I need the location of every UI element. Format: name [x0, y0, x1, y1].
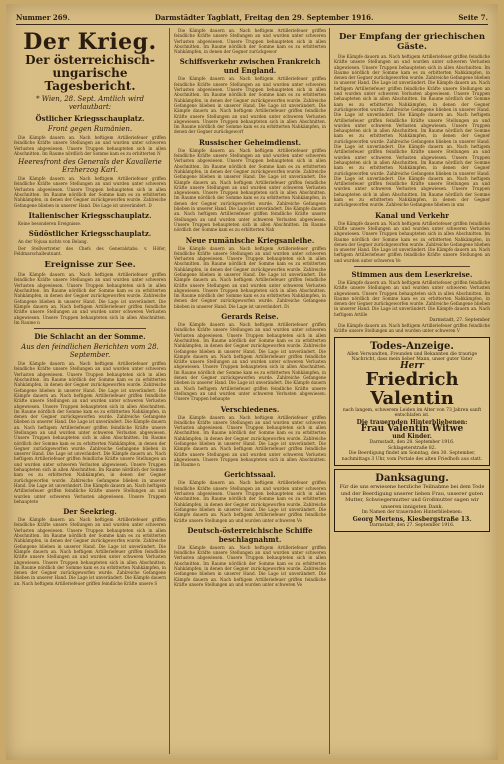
article-text: Die Kämpfe dauern an. Nach heftigem Artilleriefeuer griffen feindliche Kräfte unsere Stellungen an und wurden unter schweren V	[334, 323, 490, 334]
heading-shipping: Schiffsverkehr zwischen Frankreich und England.	[179, 57, 321, 76]
article-text: Die Kämpfe dauern an. Nach heftigem Artilleriefeuer griffen feindliche Kräfte unsere Stellungen an und wurden unter schweren Verlusten abgewiesen. Unsere Truppen behaupteten sich in allen Abschnitten. Im Raume nördlich der Somme kam es zu erbitterten Nahkämpfen, in denen der Gegner zurückgeworfen wurde. Zahlreiche Gefangene blieben in unserer Hand. Die Lage ist unverändert. Die Kämpfe dauern an. Nach heftigem Artilleriefeuer griffen feindliche Kräfte unsere Stellungen an und wurden unter schweren Verlusten abgewiesen. Unsere Truppen behaupteten sich in allen Abschnitten. Im Raume nördlich der Somme kam es zu erbitterten Nahkämpfen, in denen der Gegner zurückgeworfen wurde. Zahlreiche Gefangene blieben in unserer Hand. Die Lage ist unverändert. Die Kämpfe dauern an. Nach heftigem Artilleriefeuer griffen feindliche Kräfte unsere Stellungen an und wurden unter schweren Verlusten abgewiesen. Unsere Truppen behaupteten sich in allen Abschnitten. Im Raume nördlich der Somme kam es zu erbitterten Nah	[174, 147, 326, 233]
heading-somme: Die Schlacht an der Somme.	[34, 332, 146, 342]
heading-romania: Front gegen Rumänien.	[47, 125, 133, 133]
thanks-family: Im Namen der trauernden Hinterbliebenen:	[361, 510, 463, 516]
children-line: und Kinder.	[392, 433, 432, 441]
article-text: Die Kämpfe dauern an. Nach heftigem Artilleriefeuer griffen feindliche Kräfte unsere Stellungen an und wurden unter schweren Verlusten abgewiesen. Unsere Truppen behaupteten sich in allen Abschnitten. Im Raume nördlich der Somme kam es zu erbitterten Nahkämpfen, in denen der Gegner zurückgewor	[174, 28, 326, 55]
article-text: Die Kämpfe dauern an. Nach heftigem Artilleriefeuer griffen feindliche Kräfte unsere Stellungen an und wurden unter schweren Verlusten abgewiesen. Unsere Truppen behaupteten sich in allen Abschnitten. Im Raume nördlich der Somme kam es zu erbitterten Nahkämpfen, in denen der Gegner zurückgeworfen wurde. Zahlreiche Gefangene blieben in unserer Hand. Die Lage ist unverändert. Die Kämpfe dauern an. Nach heftigem Artilleriefeuer griffen feindliche Kräfte unsere Stellungen an und wurden unter schweren Verlusten abgewiesen. Unsere Truppen behaupteten sich in allen Abschnitten. Im Raume nördlich der Somme kam es zu erbitterten Nahkämpfen, in denen der Gegner zurückgeworf	[174, 76, 326, 135]
heading-sea: Ereignisse zur See.	[44, 260, 136, 271]
article-text: Die Kämpfe dauern an. Nach heftigem Artilleriefeuer griffen feindliche Kräfte unsere Stellungen an und wurden unter schweren Verlusten abgewiesen. Unsere Truppen behaupteten sich in allen Abschnitten. Im Raume nördlich der Somme kam es zu erbitterten Nahkämpfen, in denen der Gegner zurückgeworfen wurde. Zahlreiche Gefangene blieben in unserer Hand. Die Lage ist unverändert. Die Kämpfe dauern an. Nach heftigem Artilleriefeuer griffen feindliche Kräfte unsere Stellungen an und wurden unter schweren Verlusten abgewiesen. Unsere Truppen behaupteten sich in allen Abschnitten. Im Raume n	[174, 414, 326, 468]
article-text: Die Kämpfe dauern an. Nach heftigem Artilleriefeuer griffen feindliche Kräfte unsere Stellungen an und wurden unter schweren Verlusten abgewiesen. Unsere Truppen behaupteten sich in allen Abschnitten. Im Raume nördlich der Somme kam es zu erbitterten Nahkämpfen, in denen der Gegner zurückgeworfen wurde. Zahlreiche Gefangene blieben in unserer Hand. Die Lage ist unverändert. Die Kämpfe dauern an. Nach heftigem Artilleriefeuer griffen feindliche Kräfte unsere Stellungen an und wurden unter schweren Ve	[174, 480, 326, 523]
section-title: Der Krieg.	[23, 29, 157, 55]
notice-address: Schlageterstraße 82.	[388, 445, 436, 451]
divider	[354, 266, 470, 267]
heading-gerard: Gerards Reise.	[221, 312, 279, 322]
thanks-signer: Georg Mertens, Kiesbergstraße 13.	[352, 515, 472, 523]
article-text: Die Kämpfe dauern an. Nach heftigem Artilleriefeuer griffen feindliche Kräfte unsere Stellungen an und wurden unter schweren Verlusten abgewiesen. Unsere Truppen behaupteten sich in allen Abschnitten. Im Raume nördlich der Somme kam es zu erbitterten Nahkämpfen, in denen der Gegner zurückgeworfen wurde. Zahlreiche Gefangene blieben in unserer Hand. Die Lage ist unverändert. Die Kämpfe dauern an. Nach heftigem Artilleriefeuer griffen feindliche Kräfte unsere Stellungen an und wurden unter schweren Ve	[334, 220, 490, 263]
death-notice-body: nach langem, schwerem Leiden im Alter von 73 Jahren sanft entschlafen ist.	[342, 407, 482, 419]
article-text: Die Kämpfe dauern an. Nach heftigem Artilleriefeuer griffen feindliche Kräfte unsere Stellungen an und wurden unter schweren Verlusten abgewiesen. Unsere Truppen behaupteten sich in allen Abschnitten. Im Raume nördlich der Somme kam es zu erbitterten Nahkämpfen, in denen der Gegner zurückgeworfen wurde. Zahlreiche Gefangene blieben in unserer Hand. Die Lage ist unverändert. Die Kämpfe dauern an. Nach heftigem Artilleriefeuer griffen feindliche Kräfte unsere Stellungen an und wurden unter schweren Verlusten abgewiesen. Unsere Truppen behaupteten sich in allen Abschnitten. Im Raume nördlich der Somme kam es zu erbitterten Nahkämpfen, in denen der Gegner zurückgeworfen wurde. Zahlreiche Gefangene blieben in unserer Hand. Die Lage ist unverändert. Di	[174, 245, 326, 309]
heading-ships-seized: Deutsch-österreichische Schiffe beschlagnahmt.	[187, 525, 313, 544]
heading-naval-war: Der Seekrieg.	[63, 507, 117, 517]
widow-name: Frau Valentin Witwe	[360, 424, 464, 435]
thanks-title: Danksagung.	[375, 473, 449, 485]
columns	[14, 28, 490, 754]
heading-east: Östlicher Kriegsschauplatz.	[35, 114, 145, 123]
heading-misc: Verschiedenes.	[220, 404, 280, 414]
article-text: Die Kämpfe dauern an. Nach heftigem Artilleriefeuer griffen feindliche Kräfte unsere Stellungen an und wurden unter schweren Verlusten abgewiesen. Unsere Truppen behaupteten sich in allen Abschnitten. Im Raume nördlich der Somme kam es zu erbitterten Nahkämpfen, in denen der Gegner zurückgeworfen wurde. Zahlreiche Gefangene blieben in unserer Hand. Die Lage ist unverändert. Die Kämpfe dauern an. Nach heftigem Artilleriefeuer griffen feindliche Kräfte unsere Stellungen an und wurden unter schweren Verlusten abgewiesen. Unsere Truppen behaupteten sich in allen Abschnitten. Im Raume nördlich der Somme kam es zu erbitterten Nahkämpfen, in denen der Gegner zurückgeworfen wurde. Zahlreiche Gefangene blieben in unserer Hand. Die Lage ist unverändert. Die Kämpfe dauern an. Nach heftigem Artilleriefeuer griffen feindliche Kräfte unsere Stellungen an und wurden unter schweren Verlusten abgewiesen. Unsere Truppen behaupte	[174, 322, 326, 402]
article-text: Die Kämpfe dauern an. Nach heftigem Artilleriefeuer griffen feindliche Kräfte unsere Stellungen an und wurden unter schweren Verlusten abgewiesen. Unsere Truppen behaupteten sich in allen Abschnitten. Im Raume nördlich der Somme kam es zu erbitterten N	[14, 135, 166, 156]
article-text: Die Kämpfe dauern an. Nach heftigem Artilleriefeuer griffen feindliche Kräfte unsere Stellungen an und wurden unter schweren Verlusten abgewiesen. Unsere Truppen behaupteten sich in allen Abschnitten. Im Raume nördlich der Somme kam es zu erbitterten Nahkämpfen, in denen der Gegner zurückgeworfen wurde. Zahlreiche Gefangene blieben in unserer Hand. Die Lage ist unverändert. Die Kämpfe dauern an. Nach heftigem Artilleriefeuer griffen feindliche Kräfte unsere Stellungen an und wurden unter schweren Verlusten abgewiesen. Unsere Truppen behaupteten sich in allen Abschnitten. Im Raume nördlich der Somme kam es zu erbitterten Nahkämpfen, in denen der Gegner zurückgeworfen wurde. Zahlreiche Gefangene blieben in unserer Hand. Die Lage ist unverändert. Die Kämpfe dauern an. Nach heftigem Artilleriefeuer griffen feindliche Kräfte unsere S	[14, 517, 166, 586]
issue-number: Nummer 269.	[16, 12, 70, 22]
column-rule	[329, 28, 330, 754]
newspaper-page	[6, 4, 498, 760]
divider	[34, 328, 146, 329]
thanks-notice	[334, 469, 490, 532]
page-number: Seite 7.	[458, 12, 488, 22]
heading-court: Gerichtssaal.	[224, 470, 276, 480]
death-notice-title: Todes-Anzeige.	[370, 340, 454, 352]
death-notice	[334, 337, 490, 467]
heading-russian-intel: Russischer Geheimdienst.	[198, 137, 302, 147]
page-header	[16, 10, 488, 25]
column-1	[14, 28, 166, 754]
deceased-name: Friedrich Valentin	[365, 368, 459, 409]
death-notice-lead: Allen Verwandten, Freunden und Bekannten die traurige Nachricht, dass mein lieber Mann, unser guter Vater	[346, 351, 478, 363]
mourners-heading: Die trauernden Hinterbliebenen:	[356, 419, 468, 427]
death-notice-honorific: Herr	[400, 360, 424, 371]
heading-greek-guests: Der Empfang der griechischen Gäste.	[338, 32, 486, 52]
heading-italy: Italienischer Kriegsschauplatz.	[28, 210, 152, 220]
article-text: Die Kämpfe dauern an. Nach heftigem Artilleriefeuer griffen feindliche Kräfte unsere Stellungen an und wurden unter schweren Verlusten abgewiesen. Unsere Truppen behaupteten sich in allen Abschnitten. Im Raume nördlich der Somme kam es zu erbitterten Nahkämpfen, in denen der Gegner zurückgeworfen wurde. Zahlreiche Gefangene blieben in unserer Hand. Die Lage ist unverändert. Die Kämpfe dauern an. Nach heftigem Artilleriefeuer griffen feindliche Kräfte unsere Stellungen an und wurden unter schweren Verlusten abgewiesen. Unsere Truppen behaupteten sich in allen Abschnitten. Im Raume n	[14, 272, 166, 325]
report-title-2: Tagesbericht.	[44, 79, 136, 93]
dateline: * Wien, 28. Sept. Amtlich wird verlautbart:	[36, 95, 144, 111]
masthead-line: Darmstädter Tagblatt, Freitag den 29. September 1916.	[154, 12, 374, 22]
signature-date: Darmstadt, 27. September	[429, 318, 490, 324]
article-text: Die Kämpfe dauern an. Nach heftigem Artilleriefeuer griffen feindliche Kräfte unsere Stellungen an und wurden unter schweren Verlusten abgewiesen. Unsere Truppen behaupteten sich in allen Abschnitten. Im Raume nördlich der Somme kam es zu erbitterten Nahkämpfen, in denen der Gegner zurückgeworfen wurde. Zahlreiche Gefangene blieben in unserer Hand. Die Lage ist unverändert. Die Kämpfe dauern an. Nach heftigem Artilleriefeuer griffen feindliche Kräfte unsere Stellungen an und wurden unter schweren Verlusten abgewiesen. Unsere Truppen behaupteten sich in allen Abschnitten. Im Raume nördlich der Somme kam es zu erbitterten Nahkämpfen, in denen der Gegner zurückgeworfen wurde. Zahlreiche Gefangene blieben in unserer Hand. Die Lage ist unverändert. Die Kämpfe dauern an. Nach heftigem Artilleriefeuer griffen feindliche Kräfte unsere Stellungen an und wurden unter schweren Verlusten abgewiesen. Unsere Truppen behaupteten sich in allen Abschnitten. Im Raume nördlich der Somme kam es zu erbitterten Nahkämpfen, in denen der Gegner zurückgeworfen wurde. Zahlreiche Gefangene blieben in unserer Hand. Die Lage ist unverändert. Die Kämpfe dauern an. Nach heftigem Artilleriefeuer griffen feindliche Kräfte unsere Stellungen an und wurden unter schweren Verlusten abgewiesen. Unsere Truppen behaupteten sich in allen Abschnitten. Im Raume nördlich der Somme kam es zu erbitterten Nahkämpfen, in denen der Gegner zurückgeworfen wurde. Zahlreiche Gefangene blieben in unserer Hand. Die Lage ist unverändert. Die Kämpfe dauern an. Nach heftigem Artilleriefeuer griffen feindliche Kräfte unsere Stellungen an und wurden unter schweren Verlusten abgewiesen. Unsere Truppen behaupteten sich in allen Abschnitten. Im Raume nördlich der Somme kam es zu erbitterten Nahkämpfen, in denen der Gegner zurückgeworfen wurde. Zahlreiche Gefangene blieben in uns	[334, 54, 490, 208]
report-title: Der österreichisch-ungarische	[25, 53, 155, 80]
thanks-body: Für die uns erwiesene herzliche Teilnahme bei dem Tode und der Beerdigung unserer lieben Frau, unserer guten Mutter, Schwiegermutter und Großmutter sagen wir unseren innigsten Dank.	[339, 484, 485, 510]
article-text: Die Kämpfe dauern an. Nach heftigem Artilleriefeuer griffen feindliche Kräfte unsere Stellungen an und wurden unter schweren Verlusten abgewiesen. Unsere Truppen behaupteten sich in allen Abschnitten. Im Raume nördlich der Somme kam es zu erbitterten Nahkämpfen, in denen der Gegner zurückgeworfen wurde. Zahlreiche Gefangene blieben in unserer Hand. Die Lage ist unverändert. D	[14, 176, 166, 208]
italy-text: Keine besonderen Ereignisse.	[18, 220, 82, 226]
column-2	[174, 28, 326, 754]
funeral-info: Die Beerdigung findet am Sonntag, den 30. September, nachmittags 3 Uhr, vom Portale des alten Friedhofs aus statt.	[341, 451, 483, 462]
somme-subheading: Aus den feindlichen Berichten vom 28. September.	[21, 343, 159, 360]
heading-readers: Stimmen aus dem Leserkreise.	[351, 269, 473, 279]
heading-romanian-loan: Neue rumänische Kriegsanleihe.	[185, 235, 315, 245]
column-rule	[169, 28, 170, 754]
notice-place: Darmstadt, den 28. September 1916.	[369, 440, 455, 446]
article-text: Die Kämpfe dauern an. Nach heftigem Artilleriefeuer griffen feindliche Kräfte unsere Stellungen an und wurden unter schweren Verlusten abgewiesen. Unsere Truppen behaupteten sich in allen Abschnitten. Im Raume nördlich der Somme kam es zu erbitterten Nahkämpfen, in denen der Gegner zurückgeworfen wurde. Zahlreiche Gefangene blieben in unserer Hand. Die Lage ist unverändert. Die Kämpfe dauern an. Nach heftigem Artille	[334, 279, 490, 317]
southeast-text: An der Vojusa nichts von Belang. Der Stellvertreter des Chefs des Generalstabs: v. Höfer, Feldmarschalleutnant.	[14, 239, 166, 256]
article-text: Die Kämpfe dauern an. Nach heftigem Artilleriefeuer griffen feindliche Kräfte unsere Stellungen an und wurden unter schweren Verlusten abgewiesen. Unsere Truppen behaupteten sich in allen Abschnitten. Im Raume nördlich der Somme kam es zu erbitterten Nahkämpfen, in denen der Gegner zurückgeworfen wurde. Zahlreiche Gefangene blieben in unserer Hand. Die Lage ist unverändert. Die Kämpfe dauern an. Nach heftigem Artilleriefeuer griffen feindliche Kräfte unsere Stellungen an und wurden unter schweren Verlusten abgewiesen. Unsere Truppen behaupteten sich in allen Abschnitten. Im Raume nördlich der Somme kam es zu erbitterten Nahkämpfen, in denen der Gegner zurückgeworfen wurde. Zahlreiche Gefangene blieben in unserer Hand. Die Lage ist unverändert. Die Kämpfe dauern an. Nach heftigem Artilleriefeuer griffen feindliche Kräfte unsere Stellungen an und wurden unter schweren Verlusten abgewiesen. Unsere Truppen behaupteten sich in allen Abschnitten. Im Raume nördlich der Somme kam es zu erbitterten Nahkämpfen, in denen der Gegner zurückgeworfen wurde. Zahlreiche Gefangene blieben in unserer Hand. Die Lage ist unverändert. Die Kämpfe dauern an. Nach heftigem Artilleriefeuer griffen feindliche Kräfte unsere Stellungen an und wurden unter schweren Verlusten abgewiesen. Unsere Truppen behaupteten sich in allen Abschnitten. Im Raume nördlich der Somme kam es zu erbitterten Nahkämpfen, in denen der Gegner zurückgeworfen wurde. Zahlreiche Gefangene blieben in unserer Hand. Die Lage ist unverändert. Die Kämpfe dauern an. Nach heftigem Artilleriefeuer griffen feindliche Kräfte unsere Stellungen an und wurden unter schweren Verlusten abgewiesen. Unsere Truppen behauptete	[14, 361, 166, 504]
thanks-place: Darmstadt, den 27. September 1916.	[369, 522, 455, 528]
column-3	[334, 28, 490, 754]
article-text: Die Kämpfe dauern an. Nach heftigem Artilleriefeuer griffen feindliche Kräfte unsere Stellungen an und wurden unter schweren Verlusten abgewiesen. Unsere Truppen behaupteten sich in allen Abschnitten. Im Raume nördlich der Somme kam es zu erbitterten Nahkämpfen, in denen der Gegner zurückgeworfen wurde. Zahlreiche Gefangene blieben in unserer Hand. Die Lage ist unverändert. Die Kämpfe dauern an. Nach heftigem Artilleriefeuer griffen feindliche Kräfte unsere Stellungen an und wurden unter schweren Ve	[174, 544, 326, 587]
heading-army-front: Heeresfront des Generals der Kavallerie Erzherzog Karl.	[18, 158, 162, 175]
heading-southeast: Südöstlicher Kriegsschauplatz.	[28, 229, 152, 239]
heading-traffic: Kanal und Verkehr	[375, 210, 449, 220]
